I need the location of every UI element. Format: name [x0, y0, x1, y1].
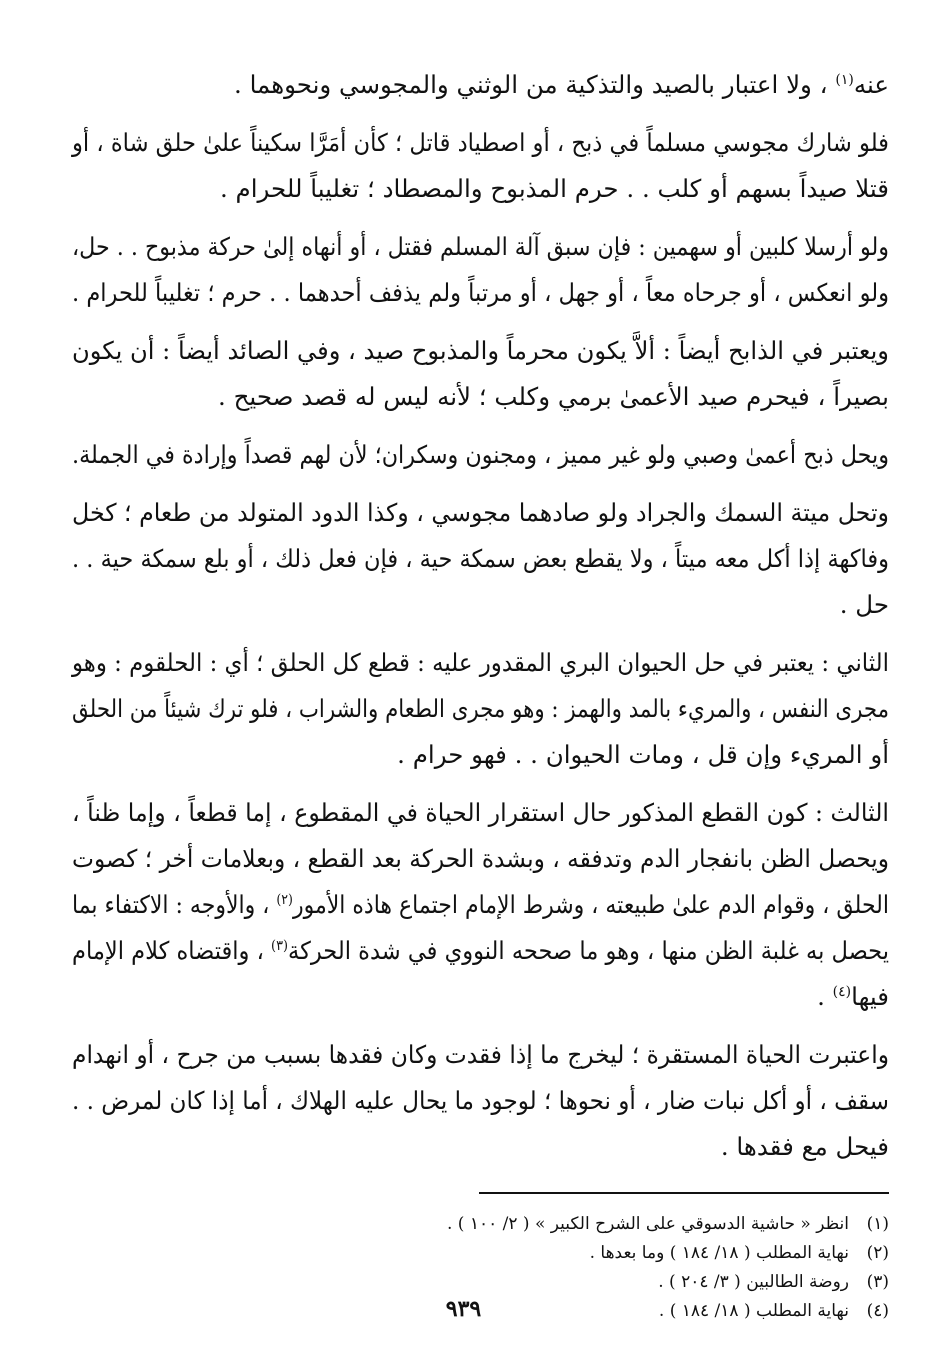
text-line: الحلق ، وقوام الدم علىٰ طبيعته ، وشرط الإمام اجتماع هاذه الأمور$^{(٢)}$ ، والأوجه : الاكتفاء بما	[72, 890, 889, 919]
text-line: مجرى النفس ، والمريء بالمد والهمز : وهو مجرى الطعام والشراب ، فلو ترك شيئاً من الحلق	[72, 694, 890, 723]
text-line: ويحل ذبح أعمىٰ وصبي ولو غير مميز ، ومجنون وسكران؛ لأن لهم قصداً وإرادة في الجملة.	[72, 440, 889, 469]
text-line: فيها$^{(٤)}$ .	[817, 982, 889, 1011]
text-line: ويعتبر في الذابح أيضاً : ألاَّ يكون محرماً والمذبوح صيد ، وفي الصائد أيضاً : أن يكون	[71, 336, 889, 365]
footnote-text: انظر « حاشية الدسوقي على الشرح الكبير » ( ٢/ ١٠٠ ) .	[447, 1214, 849, 1234]
paragraph	[72, 120, 889, 212]
footnote	[72, 1239, 889, 1268]
paragraph	[72, 432, 889, 478]
text-line: الثالث : كون القطع المذكور حال استقرار الحياة في المقطوع ، إما قطعاً ، وإما ظناً ،	[71, 798, 889, 827]
footnote-marker: (١)	[835, 71, 854, 88]
text-line: ولو أرسلا كلبين أو سهمين : فإن سبق آلة المسلم فقتل ، أو أنهاه إلىٰ حركة مذبوح . . حل،	[71, 232, 889, 261]
text-line: الثاني : يعتبر في حل الحيوان البري المقدور عليه : قطع كل الحلق ؛ أي : الحلقوم : وهو	[71, 648, 889, 677]
text-line: حل .	[839, 590, 889, 619]
paragraph	[72, 328, 889, 420]
paragraph	[72, 790, 889, 1020]
text-line: واعتبرت الحياة المستقرة ؛ ليخرج ما إذا فقدت وكان فقدها بسبب من جرح ، أو انهدام	[72, 1040, 889, 1069]
text-line: يحصل به غلبة الظن منها ، وهو ما صححه النووي في شدة الحركة$^{(٣)}$ ، واقتضاه كلام الإمام	[72, 936, 890, 965]
footnote-number: (٣)	[866, 1272, 889, 1292]
footnote-number: (٢)	[866, 1243, 889, 1263]
footnote-number: (٤)	[866, 1301, 889, 1321]
body-text	[72, 62, 889, 1170]
footnote-text: روضة الطالبين ( ٣/ ٢٠٤ ) .	[658, 1272, 849, 1292]
text-line: أو المريء وإن قل ، ومات الحيوان . . فهو حرام .	[397, 740, 889, 769]
footnote-marker: (٤)	[832, 983, 852, 1000]
footnote-text: نهاية المطلب ( ١٨/ ١٨٤ ) وما بعدها .	[589, 1243, 849, 1263]
footnote-number: (١)	[866, 1214, 889, 1234]
paragraph	[72, 640, 889, 778]
footnote	[72, 1268, 889, 1297]
text-line: قتلا صيداً بسهم أو كلب . . حرم المذبوح والمصطاد ؛ تغليباً للحرام .	[219, 174, 889, 203]
text-line: ويحصل الظن بانفجار الدم وتدفقه ، وبشدة الحركة بعد القطع ، وبعلامات أخر ؛ كصوت	[72, 844, 889, 873]
text-line: فيحل مع فقدها .	[720, 1132, 889, 1161]
footnote-marker: (٢)	[276, 891, 293, 908]
text-line: عنه$^{(١)}$ ، ولا اعتبار بالصيد والتذكية من الوثني والمجوسي ونحوهما .	[234, 70, 889, 99]
page-number: ٩٣٩	[445, 1296, 482, 1322]
text-line: وتحل ميتة السمك والجراد ولو صادهما مجوسي ، وكذا الدود المتولد من طعام ؛ كخل	[72, 498, 890, 527]
paragraph	[72, 1032, 889, 1170]
text-line: وفاكهة إذا أكل معه ميتاً ، ولا يقطع بعض سمكة حية ، فإن فعل ذلك ، أو بلع سمكة حية . .	[71, 544, 890, 573]
text-line: فلو شارك مجوسي مسلماً في ذبح ، أو اصطياد قاتل ؛ كأن أمَرَّا سكيناً علىٰ حلق شاة ، أو	[71, 128, 889, 157]
footnote	[72, 1210, 889, 1239]
paragraph	[72, 490, 889, 628]
footnote-marker: (٣)	[271, 937, 289, 954]
footnote-separator	[479, 1192, 889, 1194]
text-line: بصيراً ، فيحرم صيد الأعمىٰ برمي وكلب ؛ لأنه ليس له قصد صحيح .	[218, 382, 889, 411]
footnote-text: نهاية المطلب ( ١٨/ ١٨٤ ) .	[658, 1301, 849, 1321]
text-line: ولو انعكس ، أو جرحاه معاً ، أو جهل ، أو مرتباً ولم يذفف أحدهما . . حرم ؛ تغليباً للحرام .	[72, 278, 889, 307]
text-line: سقف ، أو أكل نبات ضار ، أو نحوها ؛ لوجود ما يحال عليه الهلاك ، أما إذا كان لمرض . .	[72, 1086, 889, 1115]
paragraph	[72, 224, 889, 316]
paragraph	[72, 62, 889, 108]
